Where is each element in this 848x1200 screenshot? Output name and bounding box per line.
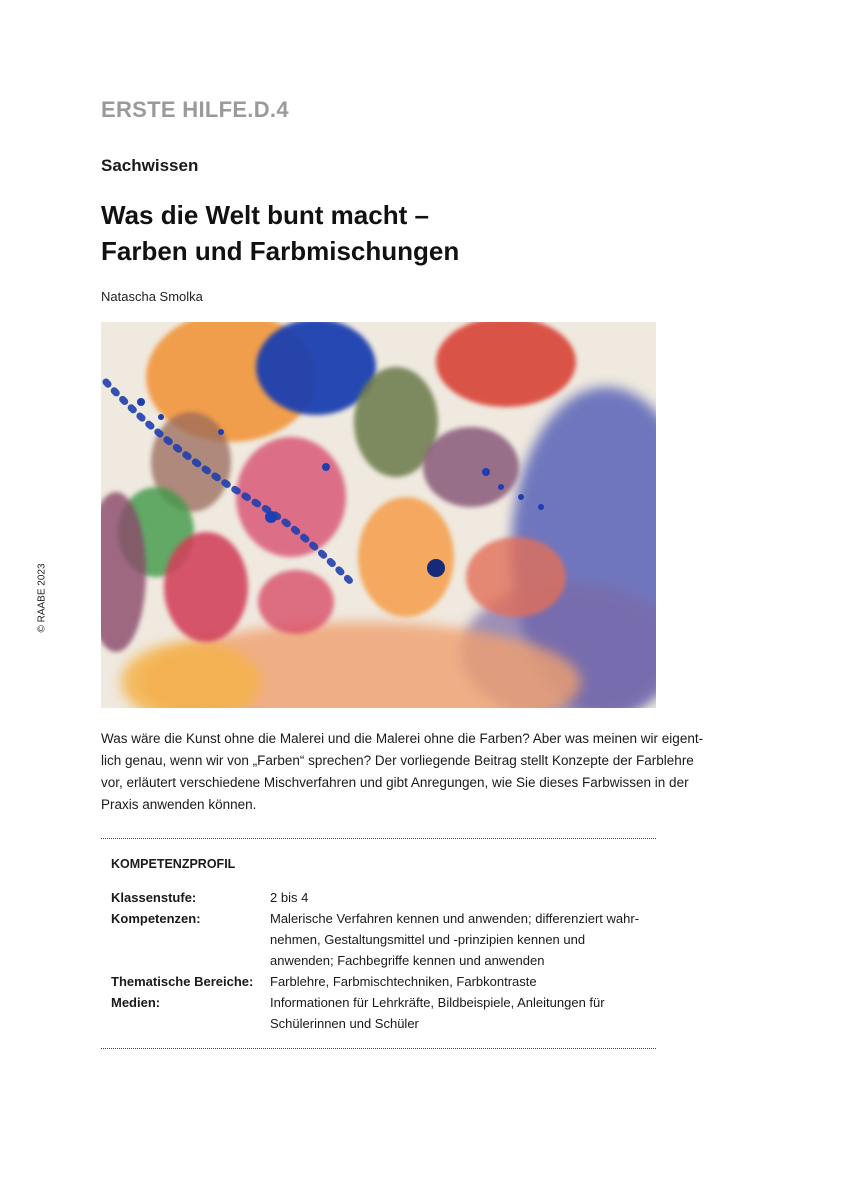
profile-value-grade (270, 887, 660, 908)
profile-label-grade: Klassenstufe: (111, 890, 197, 905)
intro-paragraph (101, 728, 704, 816)
page-title (101, 197, 701, 269)
title-line-1: Was die Welt bunt macht – (101, 200, 429, 230)
series-label: ERSTE HILFE.D.4 (101, 97, 289, 122)
copyright-note: © RAABE 2023 (36, 563, 48, 633)
watercolor-photo (101, 322, 656, 708)
title-line-2: Farben und Farbmischungen (101, 236, 460, 266)
divider-top (101, 838, 656, 839)
profile-value-line: nehmen, Gestaltungsmittel und -prinzipien kennen und (270, 932, 586, 947)
profile-label-topics: Thematische Bereiche: (111, 974, 254, 989)
watercolor-illustration (101, 322, 656, 708)
profile-value-line: Farblehre, Farbmischtechniken, Farbkontraste (270, 974, 537, 989)
profile-heading: KOMPETENZPROFIL (111, 857, 236, 871)
profile-value-topics (270, 971, 660, 992)
profile-value-line: Malerische Verfahren kennen und anwenden; differenziert wahr- (270, 911, 640, 926)
profile-value-line: Informationen für Lehrkräfte, Bildbeispiele, Anleitungen für (270, 995, 605, 1010)
profile-value-line: anwenden; Fachbegriffe kennen und anwenden (270, 953, 545, 968)
intro-line: vor, erläutert verschiedene Mischverfahren und gibt Anregungen, wie Sie dieses Farbwissen in der (101, 775, 689, 790)
profile-value-line: Schülerinnen und Schüler (270, 1016, 419, 1031)
profile-value-media (270, 992, 660, 1034)
profile-value-competences (270, 908, 660, 971)
section-kicker: Sachwissen (101, 156, 199, 175)
intro-line: Was wäre die Kunst ohne die Malerei und die Malerei ohne die Farben? Aber was meinen wir eigent- (101, 731, 704, 746)
intro-line: lich genau, wenn wir von „Farben“ sprechen? Der vorliegende Beitrag stellt Konzepte der Farblehre (101, 753, 694, 768)
divider-bottom (101, 1048, 656, 1049)
profile-value-line: 2 bis 4 (270, 890, 309, 905)
profile-label-media: Medien: (111, 995, 161, 1010)
profile-label-competences: Kompetenzen: (111, 911, 201, 926)
intro-line: Praxis anwenden können. (101, 797, 257, 812)
author-name: Natascha Smolka (101, 289, 203, 304)
